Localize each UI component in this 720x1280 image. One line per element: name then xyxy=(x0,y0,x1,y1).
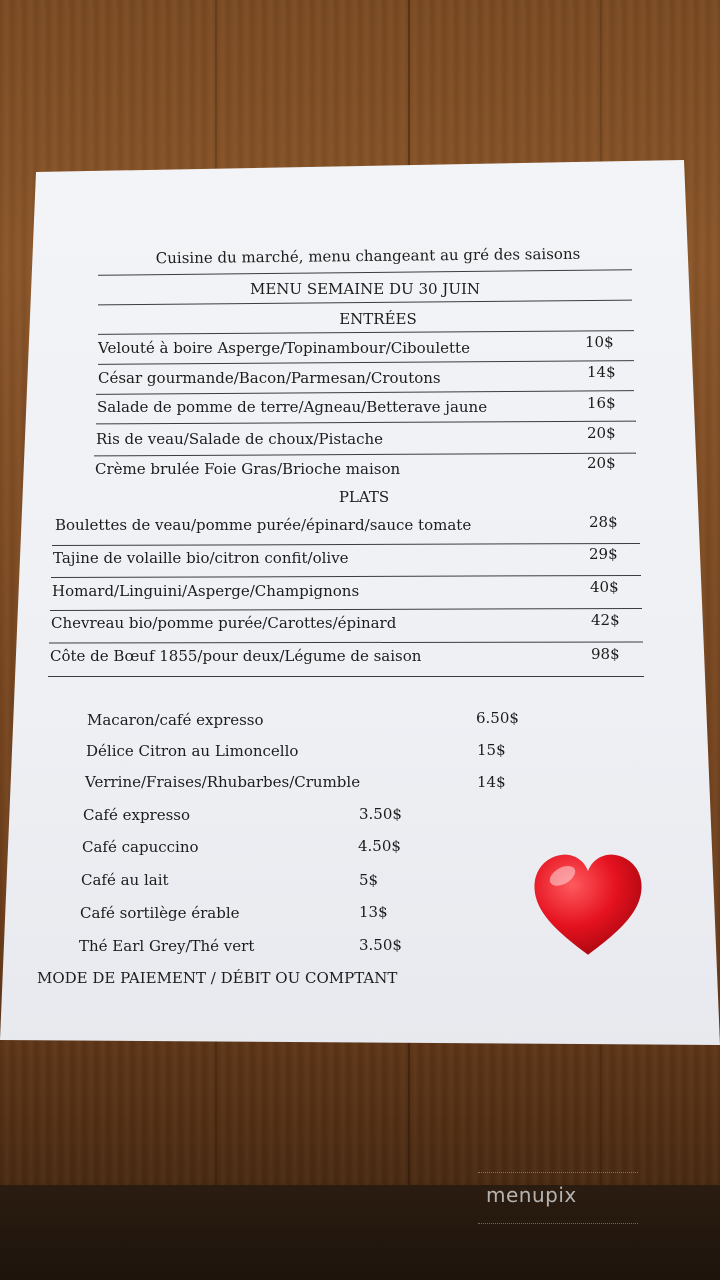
drink-price: 3.50$ xyxy=(359,936,402,954)
dessert-item: Macaron/café expresso xyxy=(87,711,264,729)
divider xyxy=(48,676,644,677)
drink-item: Café expresso xyxy=(83,806,191,824)
drink-price: 4.50$ xyxy=(358,837,401,855)
plat-item: Côte de Bœuf 1855/pour deux/Légume de saison xyxy=(50,647,422,665)
drink-item: Café au lait xyxy=(81,871,169,889)
entree-item: Velouté à boire Asperge/Topinambour/Ciboulette xyxy=(98,339,470,357)
drink-item: Café capuccino xyxy=(82,838,199,856)
plat-price: 40$ xyxy=(590,578,619,596)
entrees-heading: ENTRÉES xyxy=(339,310,417,328)
plat-price: 42$ xyxy=(591,611,620,629)
entree-price: 14$ xyxy=(587,363,616,381)
entree-price: 20$ xyxy=(587,424,616,442)
entree-price: 10$ xyxy=(585,333,614,351)
entree-price: 16$ xyxy=(587,394,616,412)
dessert-price: 14$ xyxy=(477,773,506,791)
plat-price: 98$ xyxy=(591,645,620,663)
menu-tagline: Cuisine du marché, menu changeant au gré des saisons xyxy=(155,244,581,268)
plat-item: Homard/Linguini/Asperge/Champignons xyxy=(52,582,360,600)
entree-item: Crème brulée Foie Gras/Brioche maison xyxy=(95,460,401,478)
watermark-text: menupix xyxy=(486,1183,577,1207)
week-title: MENU SEMAINE DU 30 JUIN xyxy=(249,280,481,298)
plat-price: 29$ xyxy=(589,545,618,563)
plat-item: Tajine de volaille bio/citron confit/olive xyxy=(53,549,349,567)
dessert-price: 6.50$ xyxy=(476,709,519,727)
entree-item: Ris de veau/Salade de choux/Pistache xyxy=(96,430,384,448)
payment-note: MODE DE PAIEMENT / DÉBIT OU COMPTANT xyxy=(37,969,398,987)
plats-heading: PLATS xyxy=(338,488,390,506)
entree-price: 20$ xyxy=(587,454,616,472)
plat-price: 28$ xyxy=(589,513,618,531)
drink-item: Thé Earl Grey/Thé vert xyxy=(79,937,255,955)
entree-item: Salade de pomme de terre/Agneau/Betterave jaune xyxy=(97,398,488,416)
dessert-item: Délice Citron au Limoncello xyxy=(86,742,299,760)
drink-price: 5$ xyxy=(359,871,379,889)
entree-item: César gourmande/Bacon/Parmesan/Croutons xyxy=(98,369,441,387)
heart-icon xyxy=(530,848,646,964)
heart-shape xyxy=(534,855,641,955)
drink-price: 13$ xyxy=(359,903,388,921)
dessert-price: 15$ xyxy=(477,741,506,759)
dessert-item: Verrine/Fraises/Rhubarbes/Crumble xyxy=(85,773,361,791)
drink-item: Café sortilège érable xyxy=(80,904,240,922)
drink-price: 3.50$ xyxy=(359,805,402,823)
plat-item: Chevreau bio/pomme purée/Carottes/épinard xyxy=(51,614,397,632)
plat-item: Boulettes de veau/pomme purée/épinard/sauce tomate xyxy=(55,516,472,534)
